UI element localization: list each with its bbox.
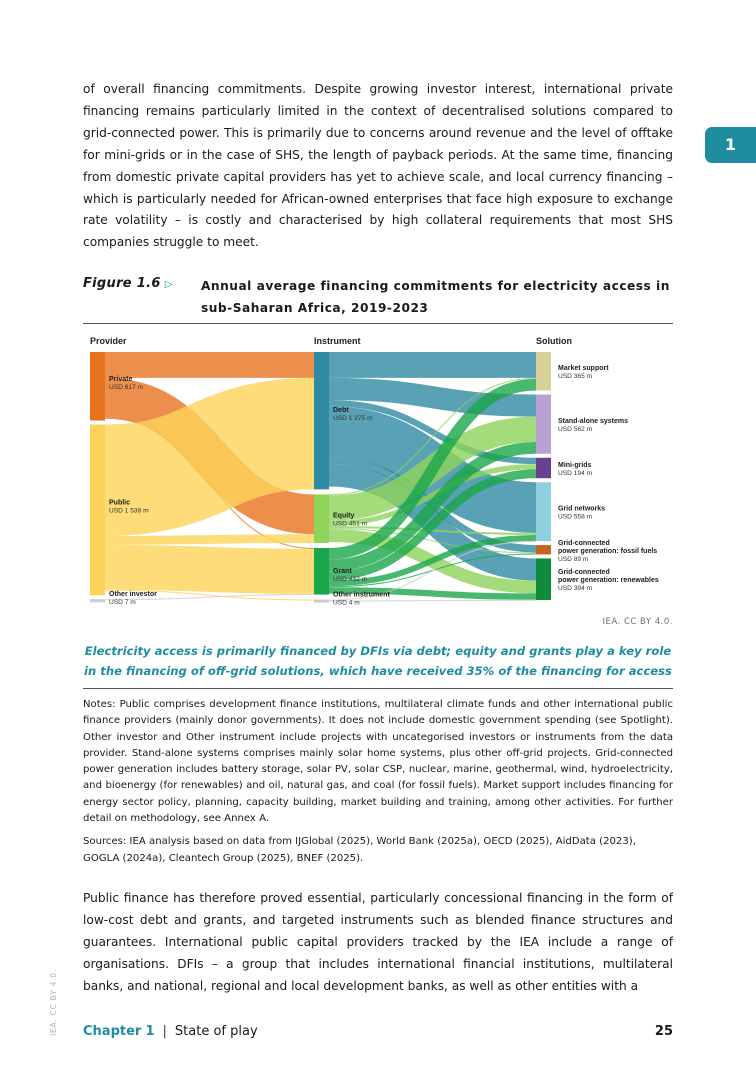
- solution-node-grid-networks: [536, 482, 551, 541]
- figure-bottom-rule: [83, 688, 673, 689]
- provider-node-other-investor: [90, 599, 105, 602]
- label-equity: Equity USD 451 m: [333, 512, 368, 528]
- figure-notes: Notes: Public comprises development finance institutions, multilateral climate funds and other international public finance providers (mainly donor governments). It does not include domestic government spending (see Spotlight). Other investor and Other instrument include projects with uncategorised investors or instruments from the data provider. Stand-alone systems comprises mainly solar home systems, plus other off-grid projects. Grid-connected power generation includes battery storage, solar PV, solar CSP, nuclear, marine, geothermal, wind, hydroelectricity, and bioenergy (for renewables) and oil, natural gas, and coal (for fossil fuels). Market support includes financing for energy sector policy, planning, capacity building, market building and training, among other activities. For further detail on methodology, see Annex A.: [83, 699, 673, 825]
- label-other-investor: Other investor USD 7 m: [109, 591, 157, 607]
- side-watermark: IEA. CC BY 4.0.: [49, 969, 58, 1036]
- label-market-support: Market support USD 365 m: [558, 365, 609, 381]
- solution-node-stand-alone-systems: [536, 394, 551, 453]
- body-paragraph-1: of overall financing commitments. Despite growing investor interest, international private financing remains particularly limited in the context of decentralised solutions compared to grid-connected power. This is primarily due to concerns around revenue and the level of offtake for mini-grids or in the case of SHS, the length of payback periods. At the same time, financing from domestic private capital providers has yet to achieve scale, and local currency financing – which is particularly needed for African-owned enterprises that face high exposure to exchange rate volatility – is costly and characterised by high collateral requirements that most SHS companies struggle to meet.: [83, 82, 673, 250]
- chapter-tab: 1: [705, 127, 756, 163]
- label-grid-connected-power-generation-renewables: Grid-connected power generation: renewables USD 394 m: [558, 569, 659, 593]
- play-triangle-icon: ▷: [164, 279, 173, 290]
- footer-chapter-number: 1: [145, 1024, 155, 1039]
- figure-top-rule: [83, 323, 673, 324]
- label-other-instrument: Other instrument USD 4 m: [333, 591, 390, 607]
- label-mini-grids: Mini-grids USD 194 m: [558, 461, 593, 477]
- label-grid-connected-power-generation-fossil-fuels: Grid-connected power generation: fossil fuels USD 89 m: [558, 539, 658, 563]
- footer-chapter-word: Chapter: [83, 1024, 142, 1039]
- column-header-solution: Solution: [536, 336, 572, 346]
- link-public-to-equity: [105, 539, 314, 541]
- footer-separator: |: [162, 1024, 167, 1039]
- figure-label: [83, 276, 173, 291]
- label-grant: Grant USD 432 m: [333, 568, 368, 584]
- provider-node-public: [90, 424, 105, 595]
- column-header-provider: Provider: [90, 336, 127, 346]
- solution-node-grid-connected-power-generation-fossil-fuels: [536, 545, 551, 554]
- instrument-node-equity: [314, 494, 329, 543]
- figure-number: Figure 1.6: [83, 276, 161, 291]
- column-header-instrument: Instrument: [314, 336, 361, 346]
- instrument-node-debt: [314, 352, 329, 489]
- figure-title: Annual average financing commitments for electricity access in sub-Saharan Africa, 2019-2023: [201, 279, 670, 315]
- figure-credit: IEA. CC BY 4.0.: [602, 617, 673, 627]
- label-stand-alone-systems: Stand-alone systems USD 562 m: [558, 418, 629, 434]
- label-public: Public USD 1 538 m: [109, 499, 149, 515]
- label-private: Private USD 617 m: [109, 376, 144, 391]
- solution-node-grid-connected-power-generation-renewables: [536, 558, 551, 600]
- link-other-instrument-to-grid-connected-power-generation-renewables: [329, 600, 536, 601]
- instrument-node-grant: [314, 548, 329, 595]
- page-number: 25: [654, 1024, 673, 1039]
- instrument-solution-links: [329, 365, 536, 601]
- link-public-to-debt: [105, 434, 314, 481]
- link-public-to-grant: [105, 567, 314, 571]
- figure-sources: Sources: IEA analysis based on data from IJGlobal (2025), World Bank (2025a), OECD (2025), AidData (2023), GOGLA (2024a), Cleantech Group (2025), BNEF (2025).: [83, 836, 636, 864]
- label-debt: Debt USD 1 275 m: [333, 407, 373, 422]
- figure-caption: Electricity access is primarily financed by DFIs via debt; equity and grants play a key role in the financing of off-grid solutions, which have received 35% of the financing for access: [84, 644, 672, 678]
- footer-chapter: [83, 1024, 258, 1039]
- body-paragraph-2: Public finance has therefore proved essential, particularly concessional financing in the form of low-cost debt and grants, and targeted instruments such as blended finance structures and guarantees. International public capital providers tracked by the IEA include a range of organisations. DFIs – a group that includes international financial institutions, multilateral banks, and national, regional and local development banks, as well as other entities with a: [83, 891, 673, 993]
- provider-node-private: [90, 352, 105, 420]
- footer-section: State of play: [174, 1024, 258, 1039]
- sankey-chart: [83, 326, 673, 612]
- provider-instrument-links: [105, 365, 314, 600]
- instrument-node-other-instrument: [314, 600, 329, 603]
- solution-node-mini-grids: [536, 458, 551, 478]
- solution-node-market-support: [536, 352, 551, 390]
- label-grid-networks: Grid networks USD 558 m: [558, 505, 606, 521]
